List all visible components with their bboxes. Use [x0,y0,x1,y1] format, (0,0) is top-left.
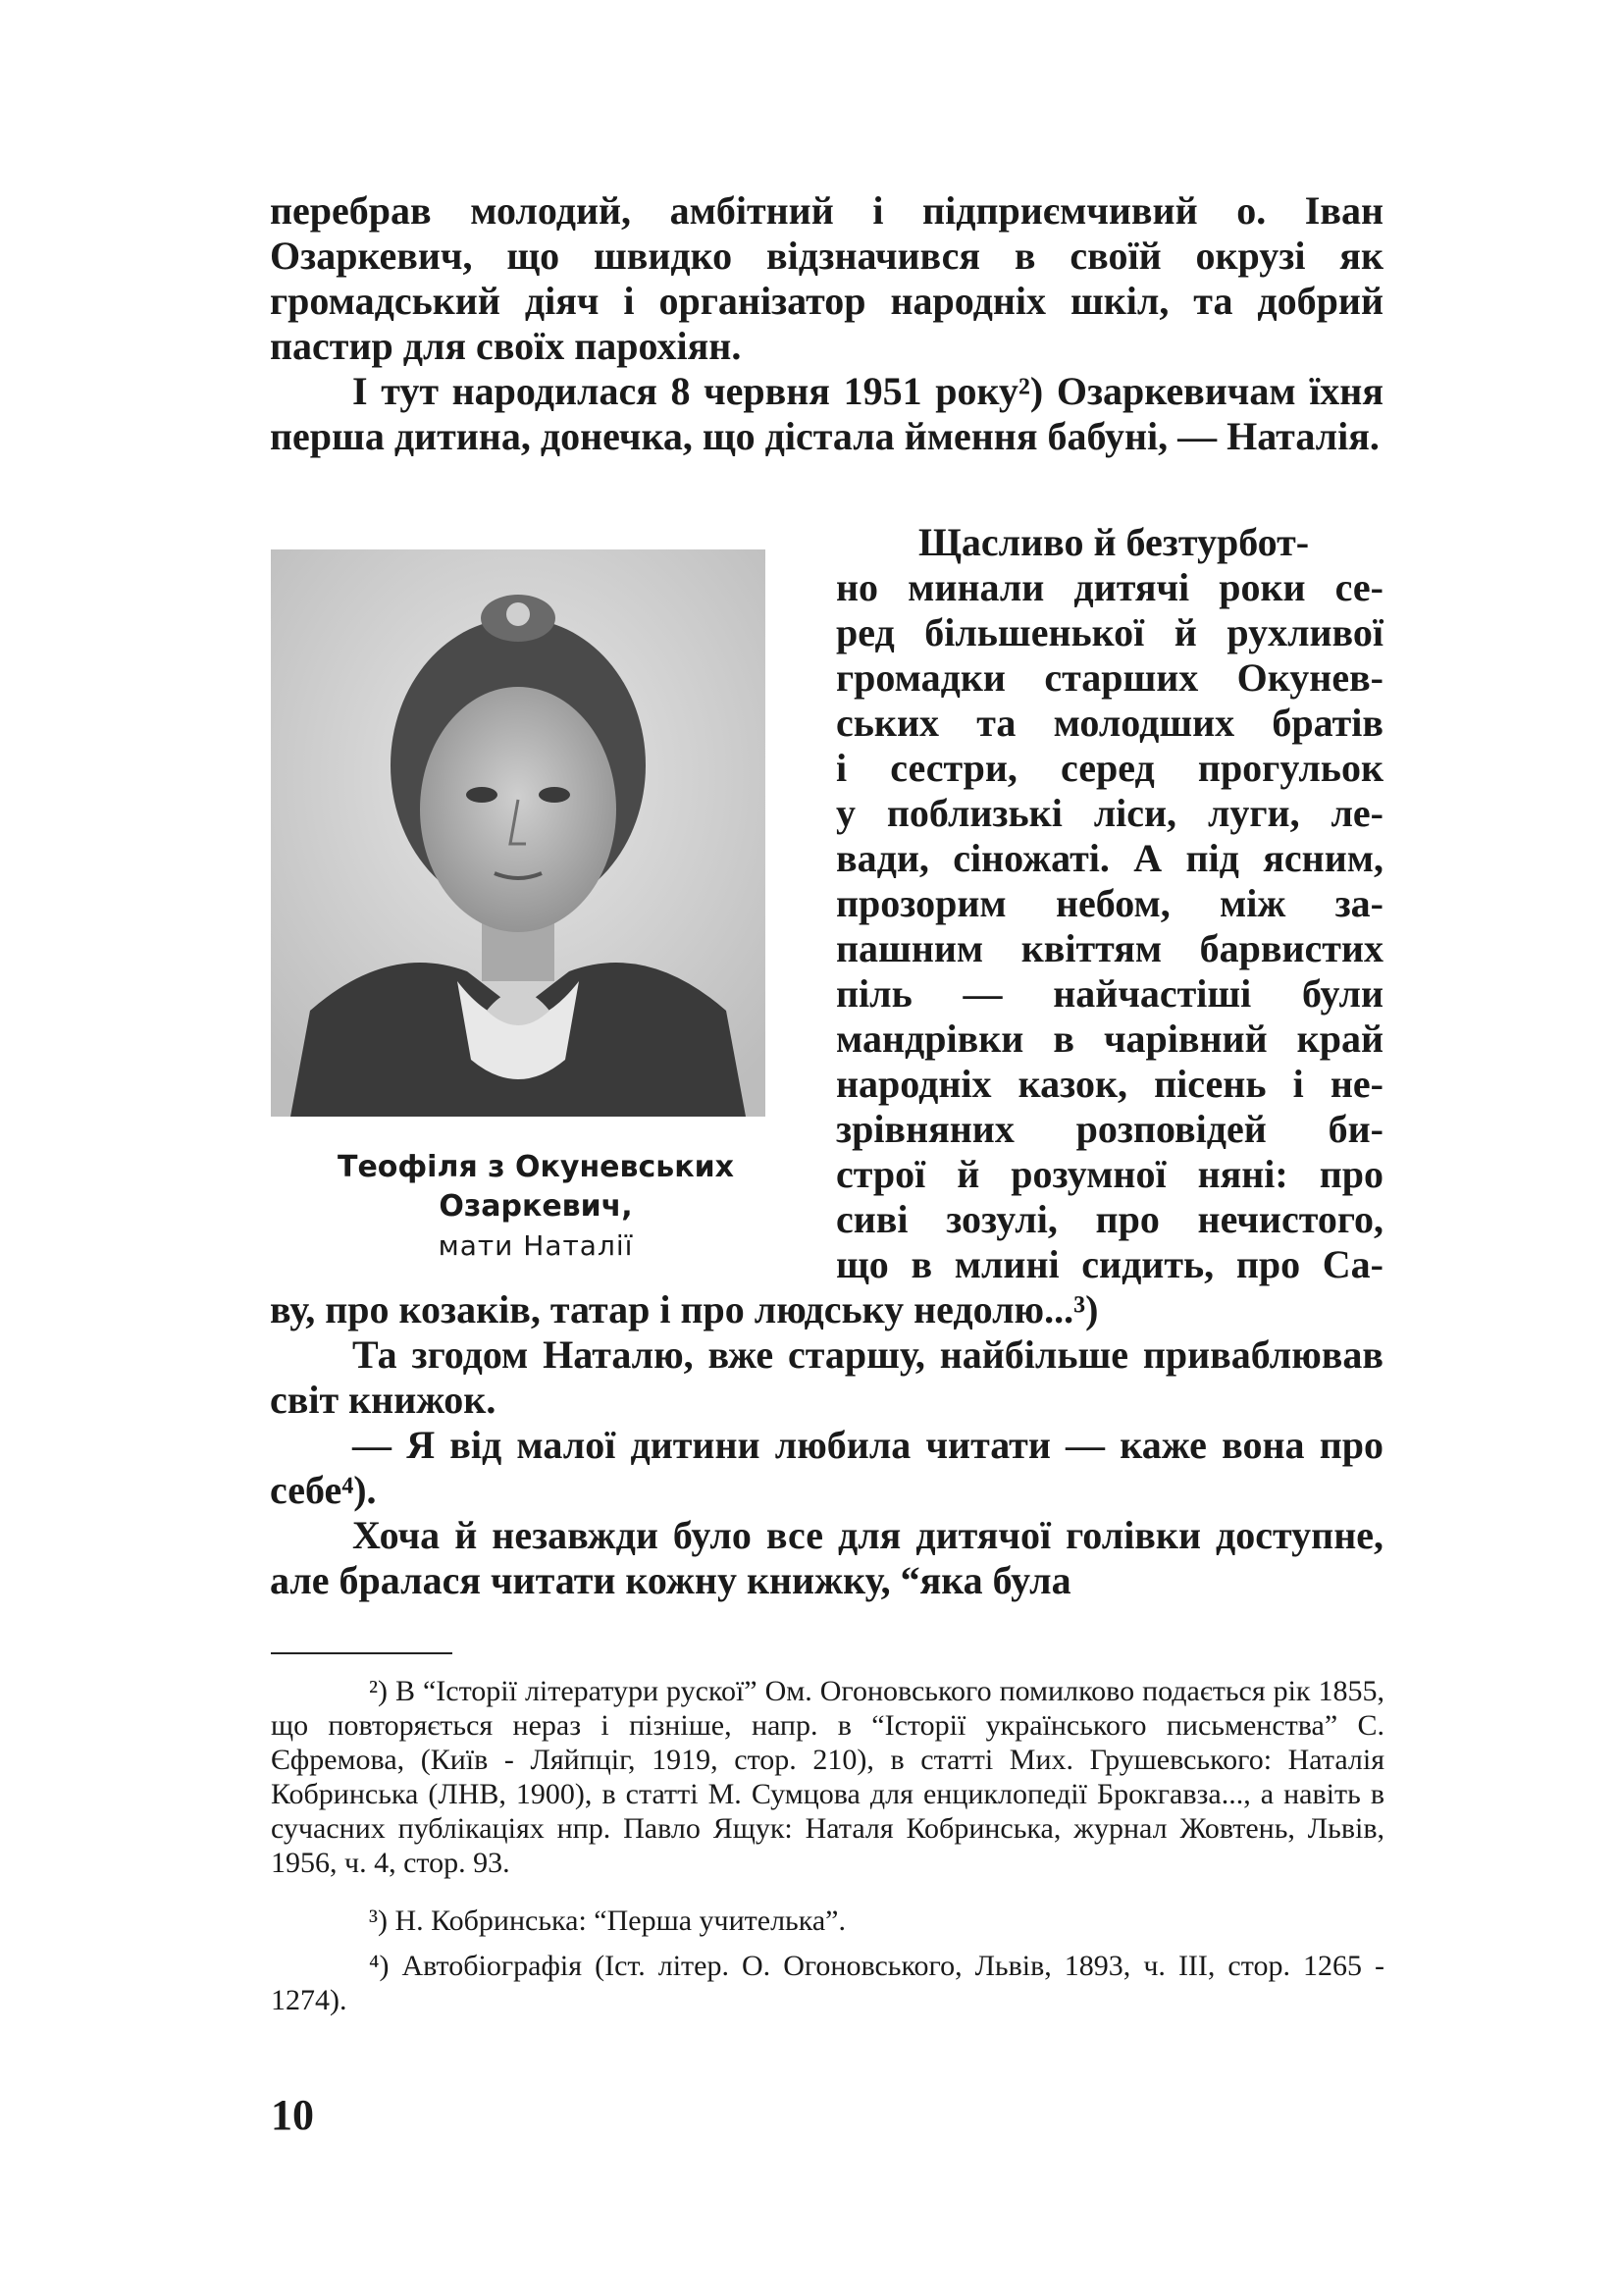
paragraph-5: — Я від малої дитини любила читати — каже вона про себе⁴). [270,1423,1383,1512]
footnote-3: ³) Н. Кобринська: “Перша учителька”. [369,1905,846,1937]
wrap-line: но минали дитячі роки се- [836,565,1383,609]
wrap-line: вади, сіножаті. А під ясним, [836,836,1383,880]
wrapped-paragraph [836,520,1383,1287]
paragraph-2: І тут народилася 8 червня 1951 року²) Озаркевичам їхня перша дитина, донечка, що дістала ймення бабуні, — Наталія. [270,369,1383,458]
wrap-line: сиві зозулі, про нечистого, [836,1197,1383,1241]
wrap-line: мандрівки в чарівний край [836,1017,1383,1061]
portrait-image [271,549,765,1117]
wrap-line: пашним квіттям барвистих [836,926,1383,970]
caption-description: мати Наталії [438,1229,634,1262]
wrap-line: що в млині сидить, про Са- [836,1242,1383,1286]
wrap-line: громадки старших Окунев- [836,655,1383,700]
wrap-line: зрівняних розповідей би- [836,1107,1383,1151]
wrap-line: Щасливо й безтурбот- [918,520,1310,564]
wrap-line: у поблизькі ліси, луги, ле- [836,791,1383,835]
paragraph-1: перебрав молодий, амбітний і підприємчивий о. Іван Озаркевич, що швидко відзначився в своїй окрузі як громадський діяч і організатор народніх шкіл, та добрий пастир для своїх парохіян. [270,188,1383,368]
wrap-line: піль — найчастіші були [836,971,1383,1016]
paragraph-6: Хоча й незавжди було все для дитячої голівки доступне, але бралася читати кожну книжку, “яка була [270,1513,1383,1602]
wrap-line: строї й розумної няні: про [836,1152,1383,1196]
footnote-2: ²) В “Історії літератури рускої” Ом. Огоновського помилково подається рік 1855, що повторяється нераз і пізніше, напр. в “Історії українського письменства” С. Єфремова, (Київ - Ляйпціг, 1919, стор. 210), в статті Мих. Грушевського: Наталія Кобринська (ЛНВ, 1900), в статті М. Сумцова для енциклопедії Брокгавза..., а навіть в сучасних публікаціях нпр. Павло Ящук: Наталя Кобринська, журнал Жовтень, Львів, 1956, ч. 4, стор. 93. [271,1675,1384,1879]
page-number: 10 [271,2091,314,2139]
caption-name: Теофіля з Окуневських [338,1150,734,1184]
wrap-line: ських та молодших братів [836,701,1383,745]
footnote-divider [271,1652,452,1654]
wrap-line: ред більшенької й рухливої [836,610,1383,654]
wrap-line: прозорим небом, між за- [836,881,1383,925]
caption-surname: Озаркевич, [439,1189,633,1224]
paragraph-4: Та згодом Наталю, вже старшу, найбільше приваблював світ книжок. [270,1332,1383,1422]
wrap-line: народніх казок, пісень і не- [836,1062,1383,1106]
paragraph-3-continuation: ву, про козаків, татар і про людську недолю...³) [270,1287,1099,1331]
portrait-photo [271,549,765,1117]
photo-caption [271,1148,801,1266]
footnote-4: ⁴) Автобіографія (Іст. літер. О. Огоновського, Львів, 1893, ч. III, стор. 1265 - 1274). [271,1950,1384,2016]
wrap-line: і сестри, серед прогульок [836,746,1383,790]
